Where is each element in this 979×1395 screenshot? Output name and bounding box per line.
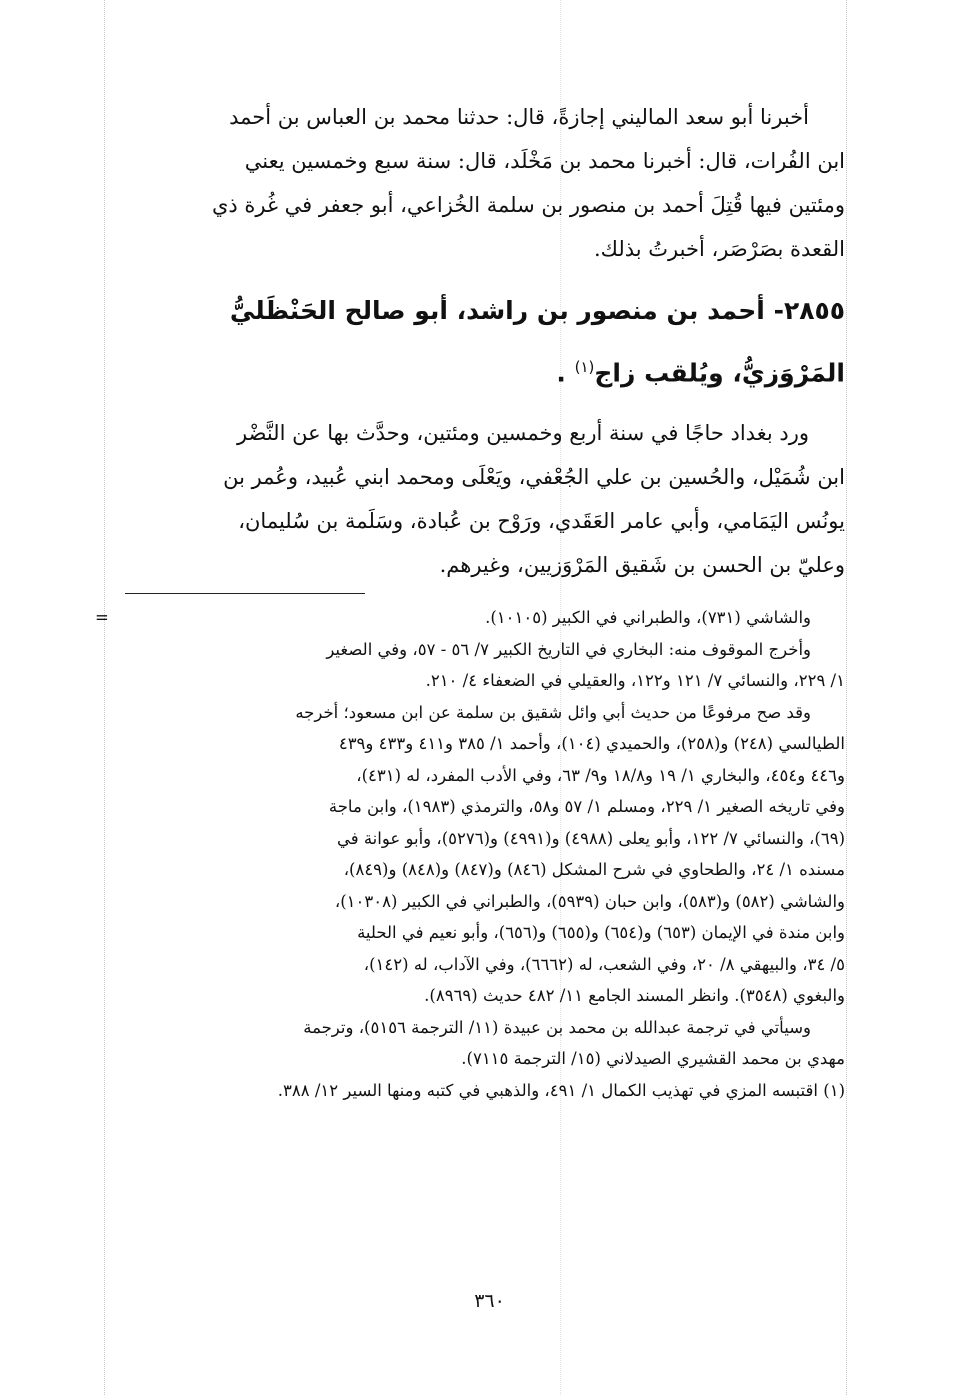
footnote-line-text: والشاشي (٧٣١)، والطبراني في الكبير (١٠١٠٥). bbox=[485, 608, 811, 628]
opening-paragraph bbox=[125, 95, 845, 271]
footnote-line: (٦٩)، والنسائي ٧/ ١٢٢، وأبو يعلى (٤٩٨٨) و(٤٩٩١) و(٥٢٧٦)، وأبو عوانة في bbox=[336, 828, 845, 848]
entry-heading-line-2 bbox=[125, 339, 845, 401]
entry-heading-line-1: ٢٨٥٥- أحمد بن منصور بن راشد، أبو صالح الحَنْظَليُّ bbox=[229, 296, 845, 325]
continuation-mark: = bbox=[95, 608, 109, 628]
footnote-line: والشاشي (٥٨٢) و(٥٨٣)، وابن حبان (٥٩٣٩)، والطبراني في الكبير (١٠٣٠٨)، bbox=[334, 891, 845, 911]
paragraph-line: ورد بغداد حاجًا في سنة أربع وخمسين ومئتين، وحدَّث بها عن النَّضْر bbox=[237, 421, 809, 446]
footnote-line: وأخرج الموقوف منه: البخاري في التاريخ الكبير ٧/ ٥٦ - ٥٧، وفي الصغير bbox=[326, 639, 811, 659]
paragraph-line: يونُس اليَمَامي، وأبي عامر العَقَدي، ورَوْح بن عُبادة، وسَلَمة بن سُليمان، bbox=[238, 509, 845, 534]
paragraph-line: ابن شُمَيْل، والحُسين بن علي الجُعْفي، ويَعْلَى ومحمد ابني عُبيد، وعُمر بن bbox=[223, 465, 845, 490]
biography-paragraph bbox=[125, 411, 845, 587]
footnote-reference[interactable]: (١) bbox=[574, 358, 595, 376]
footnote-line: وفي تاريخه الصغير ١/ ٢٢٩، ومسلم ١/ ٥٧ و٥٨، والترمذي (١٩٨٣)، وابن ماجة bbox=[328, 797, 845, 817]
paragraph-line: أخبرنا أبو سعد الماليني إجازةً، قال: حدثنا محمد بن العباس بن أحمد bbox=[229, 105, 809, 129]
paragraph-line: ابن الفُرات، قال: أخبرنا محمد بن مَخْلَد، قال: سنة سبع وخمسين يعني bbox=[244, 149, 845, 173]
page-number: ٣٦٠ bbox=[474, 1290, 505, 1312]
footnote-line: ٥/ ٣٤، والبيهقي ٨/ ٢٠، وفي الشعب، له (٦٦٦٢)، وفي الآداب، له (١٤٢)، bbox=[363, 954, 845, 974]
footnote-line: وابن مندة في الإيمان (٦٥٣) و(٦٥٤) و(٦٥٥) و(٦٥٦)، وأبو نعيم في الحلية bbox=[357, 923, 845, 943]
entry-heading-end: . bbox=[556, 358, 575, 388]
footnotes bbox=[95, 602, 845, 1106]
paragraph-line: وعليّ بن الحسن بن شَقيق المَرْوَزيين، وغيرهم. bbox=[439, 553, 845, 578]
scan-guide-line-left bbox=[104, 0, 105, 1395]
footnote-line: والبغوي (٣٥٤٨). وانظر المسند الجامع ١١/ ٤٨٢ حديث (٨٩٦٩). bbox=[424, 986, 845, 1006]
footnote-line bbox=[95, 602, 845, 634]
footnote-line: مهدي بن محمد القشيري الصيدلاني (١٥/ الترجمة ٧١١٥). bbox=[461, 1049, 845, 1069]
footnote-1: (١) اقتبسه المزي في تهذيب الكمال ١/ ٤٩١، والذهبي في كتبه ومنها السير ١٢/ ٣٨٨. bbox=[277, 1080, 845, 1100]
footnote-line: و٤٤٦ و٤٥٤، والبخاري ١/ ١٩ و١٨/٨ و٩/ ٦٣، وفي الأدب المفرد، له (٤٣١)، bbox=[356, 765, 845, 785]
footnote-separator bbox=[125, 593, 365, 594]
footnote-line: ١/ ٢٢٩، والنسائي ٧/ ١٢١ و١٢٢، والعقيلي في الضعفاء ٤/ ٢١٠. bbox=[425, 671, 845, 691]
document-page bbox=[95, 95, 845, 1106]
footnote-line: الطيالسي (٢٤٨) و(٢٥٨)، والحميدي (١٠٤)، وأحمد ١/ ٣٨٥ و٤١١ و٤٣٣ و٤٣٩ bbox=[338, 734, 845, 754]
footnote-line: وسيأتي في ترجمة عبدالله بن محمد بن عبيدة (١١/ الترجمة ٥١٥٦)، وترجمة bbox=[303, 1017, 811, 1037]
footnote-line: مسنده ١/ ٢٤، والطحاوي في شرح المشكل (٨٤٦) و(٨٤٧) و(٨٤٨) و(٨٤٩)، bbox=[343, 860, 845, 880]
paragraph-line: القعدة بصَرْصَر، أخبرتُ بذلك. bbox=[593, 237, 845, 261]
footnote-line: وقد صح مرفوعًا من حديث أبي وائل شقيق بن سلمة عن ابن مسعود؛ أخرجه bbox=[295, 702, 811, 722]
paragraph-line: ومئتين فيها قُتِلَ أحمد بن منصور بن سلمة الخُزاعي، أبو جعفر في غُرة ذي bbox=[211, 193, 845, 217]
entry-heading bbox=[125, 283, 845, 401]
entry-heading-text: المَرْوَزيُّ، ويُلقب زاج bbox=[594, 358, 845, 388]
scan-guide-line-right bbox=[846, 0, 847, 1395]
